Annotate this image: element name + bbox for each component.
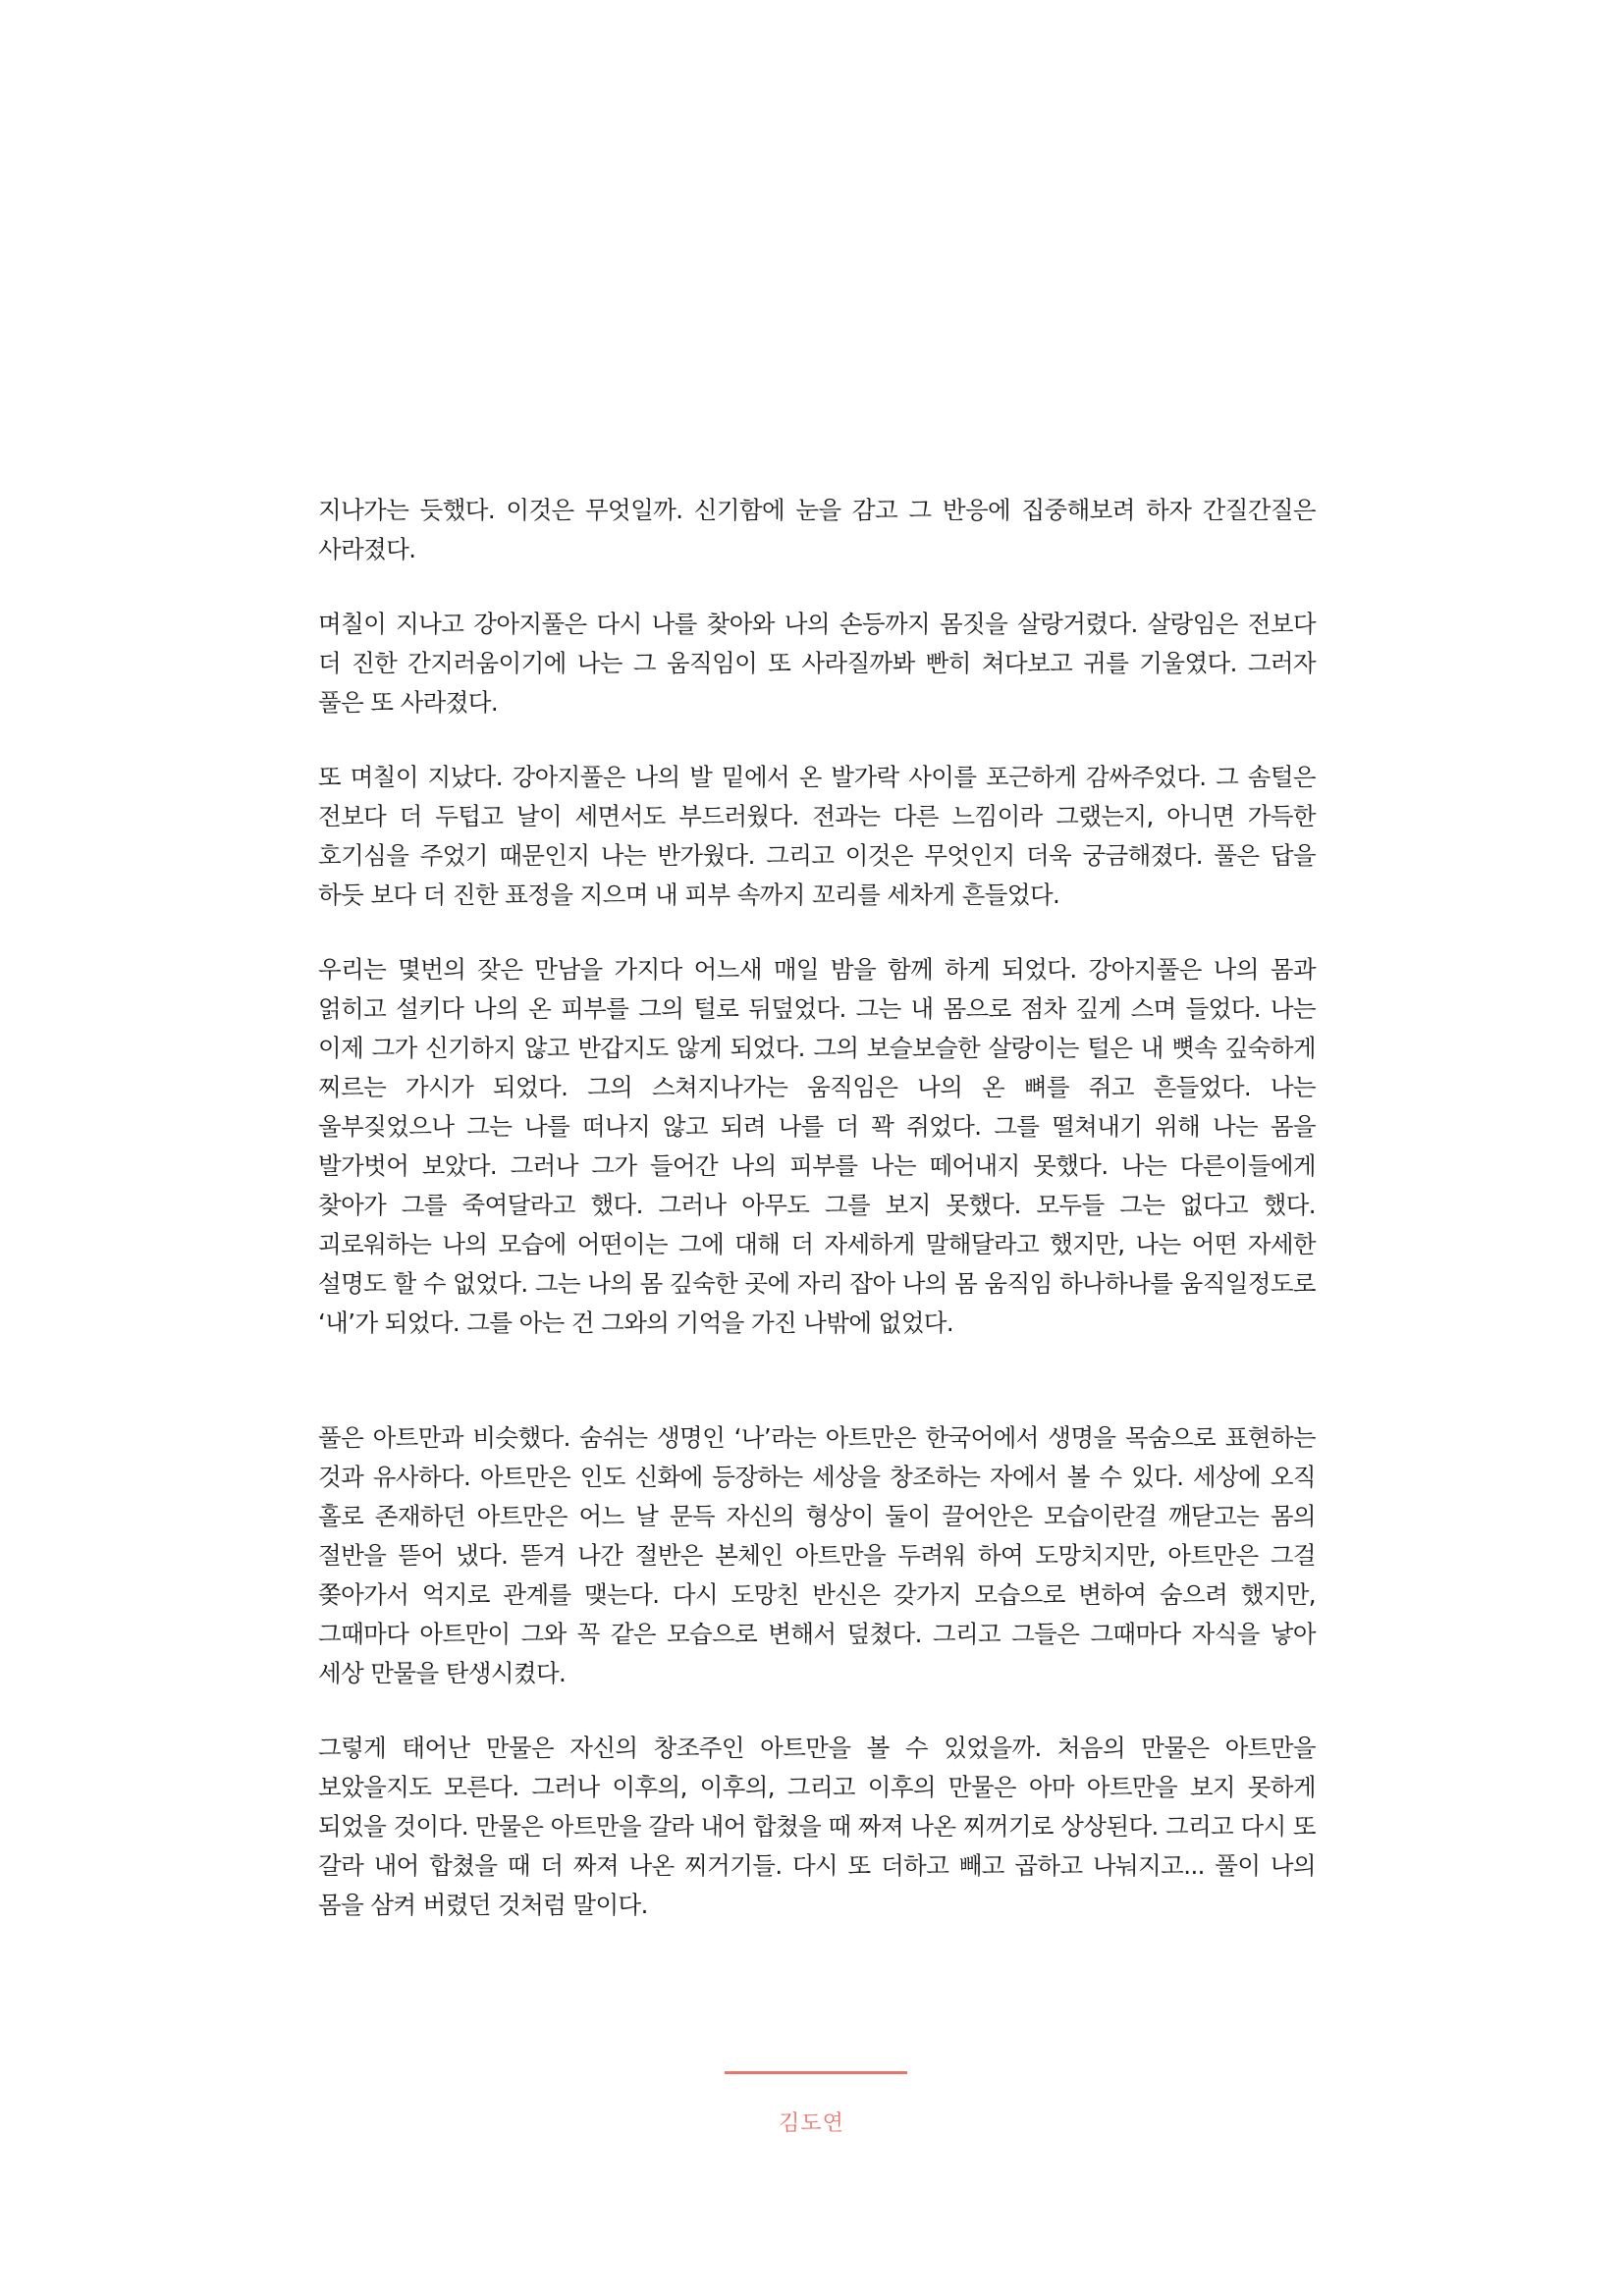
footer-divider <box>725 2071 907 2074</box>
paragraph: 우리는 몇번의 잦은 만남을 가지다 어느새 매일 밤을 함께 하게 되었다. 강아지풀은 나의 몸과 얽히고 설키다 나의 온 피부를 그의 털로 뒤덮었다. 그는 내 몸으로 점차 깊게 스며 들었다. 나는 이제 그가 신기하지 않고 반갑지도 않게 되었다. 그의 보슬보슬한 살랑이는 털은 내 뼛속 깊숙하게 찌르는 가시가 되었다. 그의 스쳐지나가는 움직임은 나의 온 뼈를 쥐고 흔들었다. 나는 울부짖었으나 그는 나를 떠나지 않고 되려 나를 더 꽉 쥐었다. 그를 떨쳐내기 위해 나는 몸을 발가벗어 보았다. 그러나 그가 들어간 나의 피부를 나는 떼어내지 못했다. 나는 다른이들에게 찾아가 그를 죽여달라고 했다. 그러나 아무도 그를 보지 못했다. 모두들 그는 없다고 했다. 괴로워하는 나의 모습에 어떤이는 그에 대해 더 자세하게 말해달라고 했지만, 나는 어떤 자세한 설명도 할 수 없었다. 그는 나의 몸 깊숙한 곳에 자리 잡아 나의 몸 움직임 하나하나를 움직일정도로 ‘내’가 되었다. 그를 아는 건 그와의 기억을 가진 나밖에 없었다. <box>318 955 1316 1337</box>
paragraph: 또 며칠이 지났다. 강아지풀은 나의 발 밑에서 온 발가락 사이를 포근하게 감싸주었다. 그 솜털은 전보다 더 두텁고 날이 세면서도 부드러웠다. 전과는 다른 느낌이라 그랬는지, 아니면 가득한 호기심을 주었기 때문인지 나는 반가웠다. 그리고 이것은 무엇인지 더욱 궁금해졌다. 풀은 답을 하듯 보다 더 진한 표정을 지으며 내 피부 속까지 꼬리를 세차게 흔들었다. <box>318 763 1316 909</box>
author-name: 김도연 <box>779 2111 844 2136</box>
paragraph: 며칠이 지나고 강아지풀은 다시 나를 찾아와 나의 손등까지 몸짓을 살랑거렸다. 살랑임은 전보다 더 진한 간지러움이기에 나는 그 움직임이 또 사라질까봐 빤히 쳐다보고 귀를 기울였다. 그러자 풀은 또 사라졌다. <box>318 610 1316 717</box>
paragraph: 그렇게 태어난 만물은 자신의 창조주인 아트만을 볼 수 있었을까. 처음의 만물은 아트만을 보았을지도 모른다. 그러나 이후의, 이후의, 그리고 이후의 만물은 아마 아트만을 보지 못하게 되었을 것이다. 만물은 아트만을 갈라 내어 합쳤을 때 짜져 나온 찌꺼기로 상상된다. 그리고 다시 또 갈라 내어 합쳤을 때 더 짜져 나온 찌거기들. 다시 또 더하고 빼고 곱하고 나눠지고... 풀이 나의 몸을 삼켜 버렸던 것처럼 말이다. <box>318 1734 1316 1919</box>
essay-section-2 <box>318 1418 1316 1960</box>
essay-section-1 <box>318 491 1316 1378</box>
paragraph: 지나가는 듯했다. 이것은 무엇일까. 신기함에 눈을 감고 그 반응에 집중해보려 하자 간질간질은 사라졌다. <box>318 496 1316 563</box>
paragraph: 풀은 아트만과 비슷했다. 숨쉬는 생명인 ‘나’라는 아트만은 한국어에서 생명을 목숨으로 표현하는 것과 유사하다. 아트만은 인도 신화에 등장하는 세상을 창조하는 자에서 볼 수 있다. 세상에 오직 홀로 존재하던 아트만은 어느 날 문득 자신의 형상이 둘이 끌어안은 모습이란걸 깨닫고는 몸의 절반을 뜯어 냈다. 뜯겨 나간 절반은 본체인 아트만을 두려워 하여 도망치지만, 아트만은 그걸 쫒아가서 억지로 관계를 맺는다. 다시 도망친 반신은 갖가지 모습으로 변하여 숨으려 했지만, 그때마다 아트만이 그와 꼭 같은 모습으로 변해서 덮쳤다. 그리고 그들은 그때마다 자식을 낳아 세상 만물을 탄생시켰다. <box>318 1423 1316 1687</box>
